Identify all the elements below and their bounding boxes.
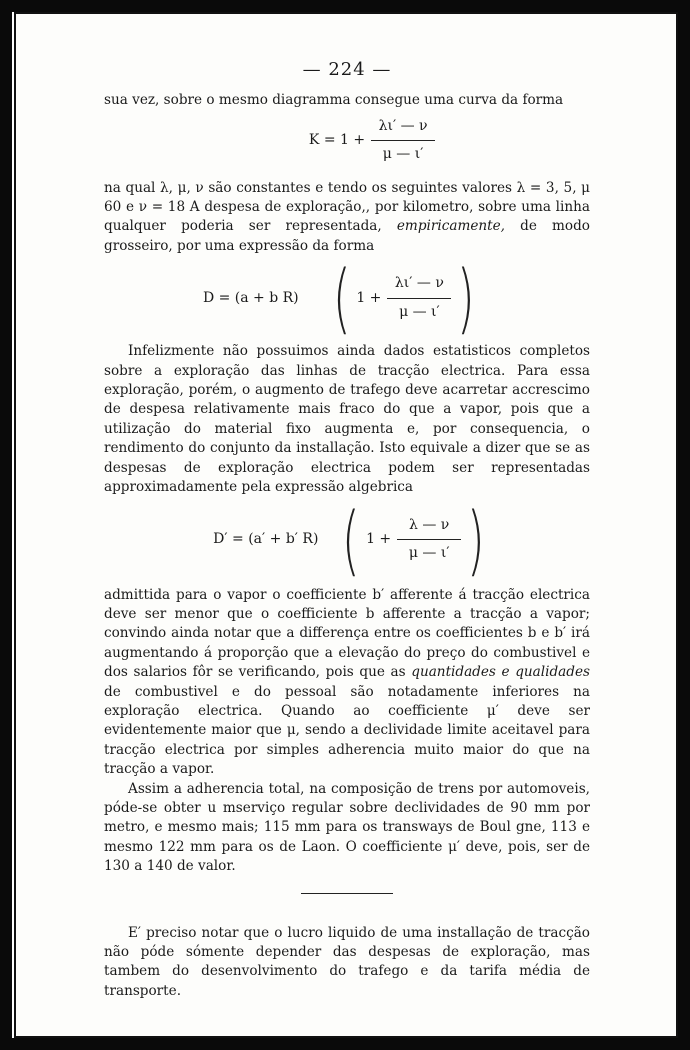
section-divider <box>301 893 393 894</box>
formula-d-prime-fraction <box>397 516 461 564</box>
formula-d-lhs: D = (a + b R) <box>202 289 299 306</box>
paragraph-1 <box>104 179 590 257</box>
right-paren: ) <box>457 253 476 343</box>
formula-k-lhs: K = 1 + <box>308 132 366 149</box>
formula-d-prime <box>114 494 590 584</box>
formula-d-numerator: λι′ — ν <box>394 275 444 292</box>
left-paren: ( <box>342 494 361 584</box>
fraction-bar <box>387 298 451 299</box>
formula-d-fraction <box>387 274 451 322</box>
page-number: — 224 — <box>302 59 392 80</box>
paragraph-3-end: de combustivel e do pessoal são notadamente inferiores na exploração electrica. Quando ao coefficiente μ′ deve ser evidentemente maior que μ, sendo a declividade limite aceitavel para tracção electrica por simples adherencia muito maior do que na tracção a vapor. <box>104 683 590 778</box>
formula-d-one: 1 + <box>356 289 382 306</box>
formula-k-numerator: λι′ — ν <box>378 117 428 134</box>
paragraph-1-text: na qual λ, μ, ν são constantes e tendo os seguintes valores λ = 3, 5, μ 60 e ν = 18 A despesa de exploração,, por kilometro, sobre uma linha qualquer poderia ser representada, <box>104 179 590 235</box>
intro-paragraph: sua vez, sobre o mesmo diagramma consegue uma curva da forma <box>104 92 564 109</box>
formula-k-fraction <box>371 117 435 165</box>
paragraph-4: Assim a adherencia total, na composição de trens por automoveis, póde-se obter u mserviço regular sobre declividades de 90 mm por metro, e mesmo mais; 115 mm para os transways de Boul gne, 113 e mesmo 122 mm para os de Laon. O coefficiente μ′ deve, pois, ser de 130 a 140 de valor. <box>104 780 590 875</box>
paragraph-1-end: de modo grosseiro, por uma expressão da forma <box>104 218 590 254</box>
paragraph-2: Infelizmente não possuimos ainda dados estatisticos completos sobre a exploração das linhas de tracção electrica. Para essa exploração, porém, o augmento de trafego deve acarretar accrescimo de despesa relativamente mais fraco do que a vapor, pois que a utilização do material fixo augmenta e, por consequencia, o rendimento do conjunto da installação. Isto equivale a dizer que se as despesas de exploração electrica podem ser representadas approximadamente pela expressão algebrica <box>104 343 590 496</box>
paragraph-5: E′ preciso notar que o lucro liquido de uma installação de tracção não póde sómente depender das despesas de exploração, mas tambem do desenvolvimento do trafego e da tarifa média de transporte. <box>104 924 590 999</box>
formula-k <box>154 117 590 165</box>
formula-d-denominator: μ — ι′ <box>399 303 440 320</box>
document-page <box>104 60 590 1001</box>
formula-k-denominator: μ — ι′ <box>382 146 424 163</box>
left-paren: ( <box>332 253 351 343</box>
formula-d <box>94 253 590 343</box>
paragraph-3 <box>104 586 590 780</box>
formula-d-prime-numerator: λ — ν <box>409 516 450 533</box>
fraction-bar <box>371 140 435 141</box>
formula-d-prime-lhs: D′ = (a′ + b′ R) <box>213 530 319 547</box>
formula-d-prime-one: 1 + <box>366 530 392 547</box>
formula-d-prime-denominator: μ — ι′ <box>408 545 450 561</box>
right-paren: ) <box>467 494 485 584</box>
fraction-bar <box>397 539 461 540</box>
paragraph-3-text: admittida para o vapor o coefficiente b′ afferente á tracção electrica deve ser menor que o coefficiente b afferente a tracção a vapor; convindo ainda notar que a differença entre os coefficientes b e b′ irá augmentando á proporção que a elevação do preço do combustivel e dos salarios fôr se verificando, pois que as <box>104 586 590 681</box>
paragraph-3-italic: quantidades e qualidades <box>411 664 590 681</box>
paragraph-1-italic: empiricamente, <box>396 218 505 235</box>
